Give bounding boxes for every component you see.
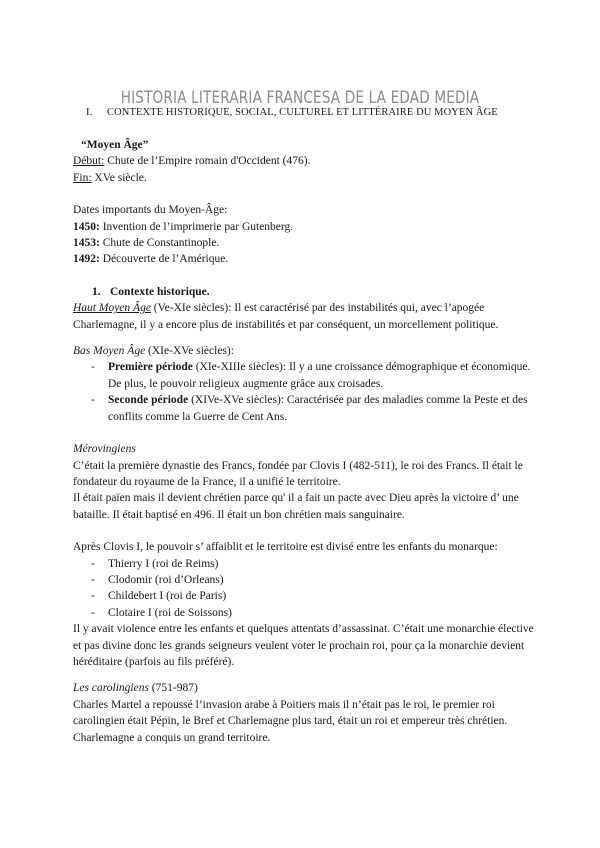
debut-label: Début: <box>73 155 105 168</box>
merovingiens-heading: Mérovingiens <box>73 443 136 456</box>
date-year: 1492: <box>73 253 100 266</box>
date-year: 1450: <box>73 220 100 233</box>
period-label: Première période <box>108 361 193 374</box>
periods-list <box>73 359 543 425</box>
fin-line <box>73 170 543 186</box>
section-number: I. <box>86 107 93 118</box>
bas-moyen-age-label: Bas Moyen Âge <box>73 345 146 358</box>
date-text: Découverte de l’Amérique. <box>99 253 229 266</box>
carolingiens-paragraph: Charles Martel a repoussé l’invasion arabe à Poitiers mais il n’était pas le roi, le premier roi carolingien était Pépin, le Bref et Charlemagne plus tard, était un roi et empereur très chrétien. Charlemagne a conquis un grand territoire. <box>73 698 508 744</box>
list-item <box>73 392 543 425</box>
carolingiens-heading-line <box>73 680 543 696</box>
debut-text: Chute de l’Empire romain d'Occident (476). <box>104 155 311 168</box>
contexte-number: 1. <box>92 285 101 298</box>
list-item: - Clodomir (roi d’Orleans) <box>73 572 543 588</box>
date-item <box>73 235 543 251</box>
contexte-title: Contexte historique. <box>110 285 210 298</box>
section-heading <box>86 107 498 118</box>
date-item <box>73 219 543 235</box>
moyen-age-heading: “Moyen Âge” <box>81 139 149 151</box>
carolingiens-heading: Les carolingiens <box>73 682 149 695</box>
haut-moyen-age-paragraph <box>73 300 543 333</box>
merovingiens-paragraph: C’était la première dynastie des Francs, fondée par Clovis I (482-511), le roi des Francs. Il était le fondateur du royaume de la France, il a unifié le territoire. <box>73 459 523 488</box>
dates-heading: Dates importants du Moyen-Âge: <box>73 204 228 217</box>
date-item <box>73 251 543 267</box>
haut-moyen-age-label: Haut Moyen Âge <box>73 302 151 315</box>
document-title: HISTORIA LITERARIA FRANCESA DE LA EDAD MEDIA <box>120 88 480 109</box>
contexte-heading <box>73 284 543 300</box>
bas-moyen-age-line <box>73 343 543 359</box>
date-text: Chute de Constantinople. <box>99 237 220 250</box>
merovingiens-paragraph: Il y avait violence entre les enfants et quelques attentats d’assassinat. C’était une monarchie élective et pas divine donc les grands seigneurs veulent voter le prochain roi, pour ça la monarchie devient héréditaire (parfois au fils préféré). <box>73 623 534 668</box>
date-text: Invention de l’imprimerie par Gutenberg. <box>99 220 294 233</box>
period-text: (XIVe-XVe siècles): Caractérisée par des maladies comme la Peste et des conflits comme la Guerre de Cent Ans. <box>108 394 528 423</box>
merovingiens-paragraph: Il était païen mais il devient chrétien parce qu' il a fait un pacte avec Dieu après la victoire d’ une bataille. Il était baptisé en 496. Il était un bon chrétien mais sanguinaire. <box>73 492 519 521</box>
period-text: (XIe-XIIIe siècles): Il y a une croissance démographique et économique. De plus, le pouvoir religieux augmente grâce aux croisades. <box>108 361 531 390</box>
list-item: - Clotaire I (roi de Soissons) <box>73 605 543 621</box>
fin-text: XVe siècle. <box>91 171 147 184</box>
list-item: - Thierry I (roi de Reims) <box>73 556 543 572</box>
date-year: 1453: <box>73 237 100 250</box>
list-item: - Childebert I (roi de Paris) <box>73 588 543 604</box>
haut-moyen-age-text: (Ve-XIe siècles): Il est caractérisé par des instabilités qui, avec l’apogée Charlemagne, il y a encore plus de instabilités et par conséquent, un morcellement politique. <box>73 302 499 331</box>
debut-line <box>73 153 543 169</box>
fin-label: Fin: <box>73 171 92 184</box>
section-title: CONTEXTE HISTORIQUE, SOCIAL, CULTUREL ET LITTÉRAIRE DU MOYEN ÂGE <box>107 107 498 118</box>
bas-moyen-age-text: (XIe-XVe siècles): <box>145 345 234 358</box>
carolingiens-dates: (751-987) <box>148 682 198 695</box>
merovingiens-paragraph: Après Clovis I, le pouvoir s’ affaiblit et le territoire est divisé entre les enfants du monarque: <box>73 541 498 554</box>
document-body <box>73 137 543 746</box>
period-label: Seconde période <box>108 394 189 407</box>
list-item <box>73 359 543 392</box>
kings-list <box>73 556 543 622</box>
